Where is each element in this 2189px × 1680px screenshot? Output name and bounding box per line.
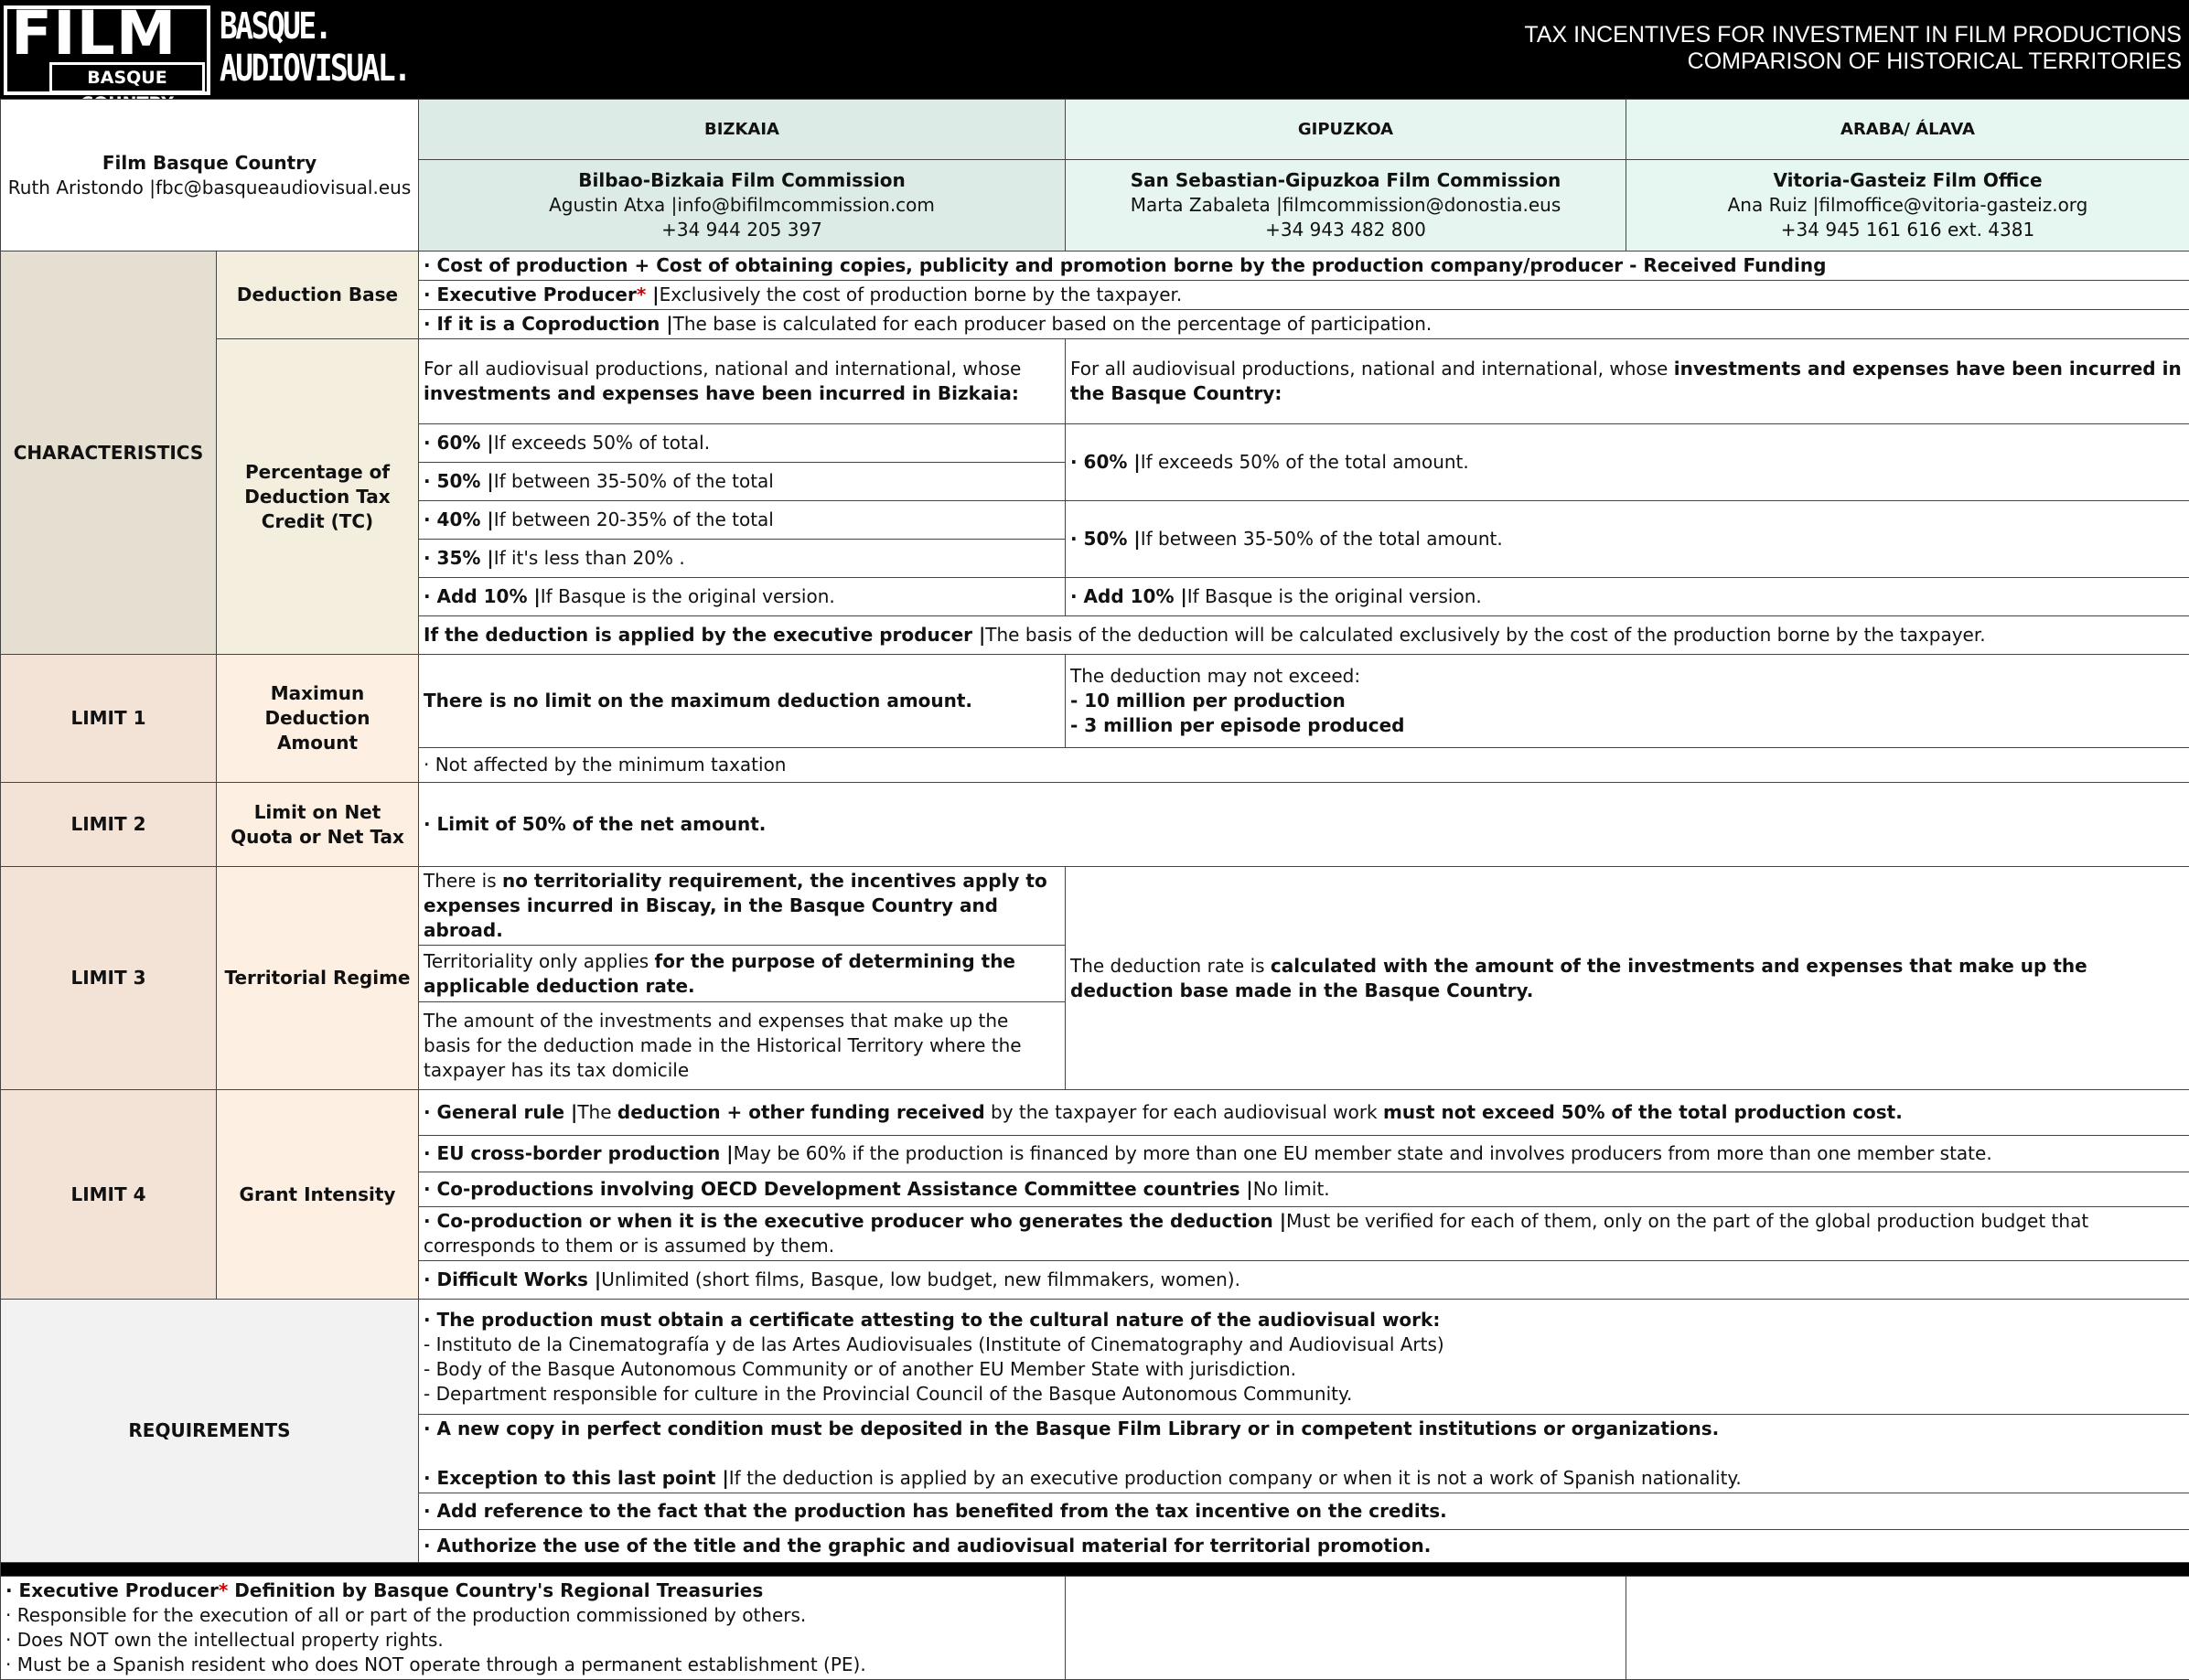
text-bold: · EU cross-border production | xyxy=(424,1142,734,1164)
logo-film-text: FILM xyxy=(11,4,177,64)
rate-bizkaia-40 xyxy=(419,501,1066,540)
text-bold: · Co-productions involving OECD Development Assistance Committee countries | xyxy=(424,1178,1253,1200)
territory-org: San Sebastian-Gipuzkoa Film Commission xyxy=(1070,168,1621,193)
category-limit-1: LIMIT 1 xyxy=(1,655,217,783)
requirement-certificate xyxy=(419,1300,2189,1415)
text: There is xyxy=(424,870,502,892)
category-limit-2: LIMIT 2 xyxy=(1,783,217,867)
exec-text: The basis of the deduction will be calculated exclusively by the cost of the production borne by the taxpayer. xyxy=(985,624,1985,646)
text-bold: · A new copy in perfect condition must be deposited in the Basque Film Library or in competent institutions or organizations. xyxy=(424,1417,2184,1441)
rate-label: · 50% | xyxy=(424,470,494,492)
subcategory-percentage-tax-credit: Percentage of Deduction Tax Credit (TC) xyxy=(217,339,419,655)
territory-org: Bilbao-Bizkaia Film Commission xyxy=(424,168,1060,193)
basque-audiovisual-logo xyxy=(220,5,409,90)
text: - Department responsible for culture in the Provincial Council of the Basque Autonomous Community. xyxy=(424,1382,2184,1407)
limit1-note: · Not affected by the minimum taxation xyxy=(419,748,2189,783)
territory-contact: Agustin Atxa |info@bifilmcommission.com xyxy=(424,193,1060,218)
territory-phone: +34 944 205 397 xyxy=(424,218,1060,242)
territory-contact: Marta Zabaleta |filmcommission@donostia.eus xyxy=(1070,193,1621,218)
text: Territoriality only applies xyxy=(424,950,655,972)
text: by the taxpayer for each audiovisual work xyxy=(985,1101,1383,1123)
text: Must be verified for each of them, only on the part of the global production budget that corresponds to them or is assumed by them. xyxy=(424,1210,2088,1257)
limit1-line-2: - 3 million per episode produced xyxy=(1070,713,2184,738)
limit2-text: · Limit of 50% of the net amount. xyxy=(419,783,2189,867)
text-bold: · General rule | xyxy=(424,1101,577,1123)
limit1-intro: The deduction may not exceed: xyxy=(1070,664,2184,689)
subcategory-deduction-base: Deduction Base xyxy=(217,251,419,339)
text-bold: for the purpose of determining the applicable deduction rate. xyxy=(424,950,1015,997)
limit1-line-1: - 10 million per production xyxy=(1070,689,2184,713)
text: May be 60% if the production is financed by more than one EU member state and involves producers from more than one member state. xyxy=(734,1142,1992,1164)
rate-basque-60 xyxy=(1066,424,2189,501)
percentage-intro-basque xyxy=(1066,339,2189,424)
footnote-empty-cell xyxy=(1066,1577,1626,1680)
rate-label: · 60% | xyxy=(424,432,494,454)
main-contact-org: Film Basque Country xyxy=(5,151,413,176)
text: - Body of the Basque Autonomous Community or of another EU Member State with jurisdiction. xyxy=(424,1357,2184,1382)
subcategory-max-deduction: Maximun Deduction Amount xyxy=(217,655,419,783)
text: · Must be a Spanish resident who does NOT operate through a permanent establishment (PE). xyxy=(5,1653,1060,1677)
intro-text: For all audiovisual productions, national and international, whose xyxy=(424,358,1021,380)
rate-text: If exceeds 50% of total. xyxy=(494,432,710,454)
territory-phone: +34 945 161 616 ext. 4381 xyxy=(1631,218,2184,242)
rate-bizkaia-35 xyxy=(419,540,1066,578)
executive-producer-basis xyxy=(419,616,2189,655)
footnote-empty-cell xyxy=(1626,1577,2189,1680)
rate-text: If Basque is the original version. xyxy=(1187,585,1482,607)
rate-basque-50 xyxy=(1066,501,2189,578)
limit1-bizkaia: There is no limit on the maximum deduction amount. xyxy=(419,655,1066,748)
territory-name-gipuzkoa: GIPUZKOA xyxy=(1066,100,1626,160)
rate-bizkaia-60 xyxy=(419,424,1066,463)
text-bold: · Difficult Works | xyxy=(424,1268,601,1290)
limit4-eu-cross-border xyxy=(419,1136,2189,1172)
subcategory-net-quota: Limit on Net Quota or Net Tax xyxy=(217,783,419,867)
executive-producer-label: · Executive Producer xyxy=(424,284,637,305)
footnote-star: * xyxy=(219,1579,228,1601)
category-requirements: REQUIREMENTS xyxy=(1,1300,419,1563)
comparison-table xyxy=(0,99,2189,1680)
rate-text: If exceeds 50% of the total amount. xyxy=(1141,451,1469,473)
limit4-oecd xyxy=(419,1172,2189,1207)
requirement-credits-reference: · Add reference to the fact that the production has benefited from the tax incentive on the credits. xyxy=(419,1493,2189,1530)
rate-text: If it's less than 20% . xyxy=(494,547,685,569)
percentage-intro-bizkaia xyxy=(419,339,1066,424)
logo-basque-country-text: BASQUE COUNTRY xyxy=(49,62,205,93)
rate-label: · 60% | xyxy=(1070,451,1141,473)
rate-text: If between 35-50% of the total amount. xyxy=(1141,528,1503,550)
text: The deduction rate is xyxy=(1070,955,1271,977)
territory-name-bizkaia: BIZKAIA xyxy=(419,100,1066,160)
category-characteristics: CHARACTERISTICS xyxy=(1,251,217,655)
film-basque-country-logo xyxy=(4,5,210,95)
text-bold: · The production must obtain a certificate attesting to the cultural nature of the audiovisual work: xyxy=(424,1308,2184,1332)
logo-basque-text: BASQUE. xyxy=(220,5,409,48)
text-bold: must not exceed 50% of the total production cost. xyxy=(1383,1101,1903,1123)
text: · Does NOT own the intellectual property rights. xyxy=(5,1628,1060,1653)
category-limit-4: LIMIT 4 xyxy=(1,1090,217,1300)
rate-label: · 35% | xyxy=(424,547,494,569)
text: No limit. xyxy=(1253,1178,1330,1200)
text-bold: Definition by Basque Country's Regional Treasuries xyxy=(228,1579,763,1601)
text: Unlimited (short films, Basque, low budget, new filmmakers, women). xyxy=(601,1268,1240,1290)
exec-label: If the deduction is applied by the executive producer | xyxy=(424,624,985,646)
territory-contact-bizkaia xyxy=(419,160,1066,251)
rate-bizkaia-50 xyxy=(419,463,1066,501)
rate-basque-add-10 xyxy=(1066,578,2189,616)
rate-label: · Add 10% | xyxy=(1070,585,1187,607)
text: The xyxy=(577,1101,617,1123)
rate-label: · 50% | xyxy=(1070,528,1141,550)
requirement-title-authorization: · Authorize the use of the title and the graphic and audiovisual material for territorial promotion. xyxy=(419,1530,2189,1563)
territory-org: Vitoria-Gasteiz Film Office xyxy=(1631,168,2184,193)
coproduction-label: · If it is a Coproduction | xyxy=(424,313,673,335)
logo-audiovisual-text: AUDIOVISUAL. xyxy=(220,48,409,90)
intro-text: For all audiovisual productions, national and international, whose xyxy=(1070,358,1674,380)
limit3-bizkaia-3: The amount of the investments and expenses that make up the basis for the deduction made in the Historical Territory where the taxpayer has its tax domicile xyxy=(419,1002,1066,1090)
territory-contact: Ana Ruiz |filmoffice@vitoria-gasteiz.org xyxy=(1631,193,2184,218)
intro-bold: investments and expenses have been incurred in Bizkaia: xyxy=(424,382,1019,404)
text-bold: · Exception to this last point | xyxy=(424,1467,729,1489)
black-separator xyxy=(1,1563,2189,1577)
rate-label: · Add 10% | xyxy=(424,585,541,607)
limit4-difficult-works xyxy=(419,1261,2189,1300)
separator: | xyxy=(646,284,659,305)
main-contact-person: Ruth Aristondo |fbc@basqueaudiovisual.eus xyxy=(5,176,413,200)
territory-phone: +34 943 482 800 xyxy=(1070,218,1621,242)
subcategory-grant-intensity: Grant Intensity xyxy=(217,1090,419,1300)
subcategory-territorial-regime: Territorial Regime xyxy=(217,867,419,1090)
footnote-executive-producer xyxy=(1,1577,1066,1680)
executive-producer-text: Exclusively the cost of production borne by the taxpayer. xyxy=(660,284,1183,305)
text-bold: no territoriality requirement, the incentives apply to expenses incurred in Biscay, in the Basque Country and abroad. xyxy=(424,870,1047,941)
text-bold: · Executive Producer xyxy=(5,1579,219,1601)
title-line-2: COMPARISON OF HISTORICAL TERRITORIES xyxy=(1524,48,2182,75)
intro-bold: investments and expenses have been incurred in the Basque Country: xyxy=(1070,358,2182,404)
rate-text: If between 20-35% of the total xyxy=(494,508,774,530)
territory-name-araba: ARABA/ ÁLAVA xyxy=(1626,100,2189,160)
limit3-bizkaia-2 xyxy=(419,946,1066,1002)
text: - Instituto de la Cinematografía y de las Artes Audiovisuales (Institute of Cinematography and Audiovisual Arts) xyxy=(424,1332,2184,1357)
limit4-general-rule xyxy=(419,1090,2189,1136)
footnote-star: * xyxy=(637,284,646,305)
document-title xyxy=(1524,22,2182,75)
text-bold: calculated with the amount of the investments and expenses that make up the deduction base made in the Basque Country. xyxy=(1070,955,2087,1001)
limit4-coproduction xyxy=(419,1207,2189,1261)
rate-bizkaia-add-10 xyxy=(419,578,1066,616)
territory-contact-araba xyxy=(1626,160,2189,251)
requirement-copy-deposit xyxy=(419,1415,2189,1493)
text-bold: deduction + other funding received xyxy=(617,1101,985,1123)
deduction-base-row-3 xyxy=(419,310,2189,339)
limit1-basque xyxy=(1066,655,2189,748)
coproduction-text: The base is calculated for each producer based on the percentage of participation. xyxy=(673,313,1433,335)
text-bold: · Co-production or when it is the executive producer who generates the deduction | xyxy=(424,1210,1286,1232)
page-header xyxy=(0,0,2189,99)
limit3-basque xyxy=(1066,867,2189,1090)
rate-label: · 40% | xyxy=(424,508,494,530)
text: If the deduction is applied by an executive production company or when it is not a work of Spanish nationality. xyxy=(729,1467,1742,1489)
deduction-base-row-2 xyxy=(419,281,2189,310)
text: · Responsible for the execution of all or part of the production commissioned by others. xyxy=(5,1603,1060,1628)
limit3-bizkaia-1 xyxy=(419,867,1066,946)
main-contact-cell xyxy=(1,100,419,251)
deduction-base-row-1: · Cost of production + Cost of obtaining copies, publicity and promotion borne by the production company/producer - Received Funding xyxy=(419,251,2189,281)
title-line-1: TAX INCENTIVES FOR INVESTMENT IN FILM PRODUCTIONS xyxy=(1524,22,2182,48)
rate-text: If between 35-50% of the total xyxy=(494,470,774,492)
category-limit-3: LIMIT 3 xyxy=(1,867,217,1090)
rate-text: If Basque is the original version. xyxy=(541,585,835,607)
territory-contact-gipuzkoa xyxy=(1066,160,1626,251)
